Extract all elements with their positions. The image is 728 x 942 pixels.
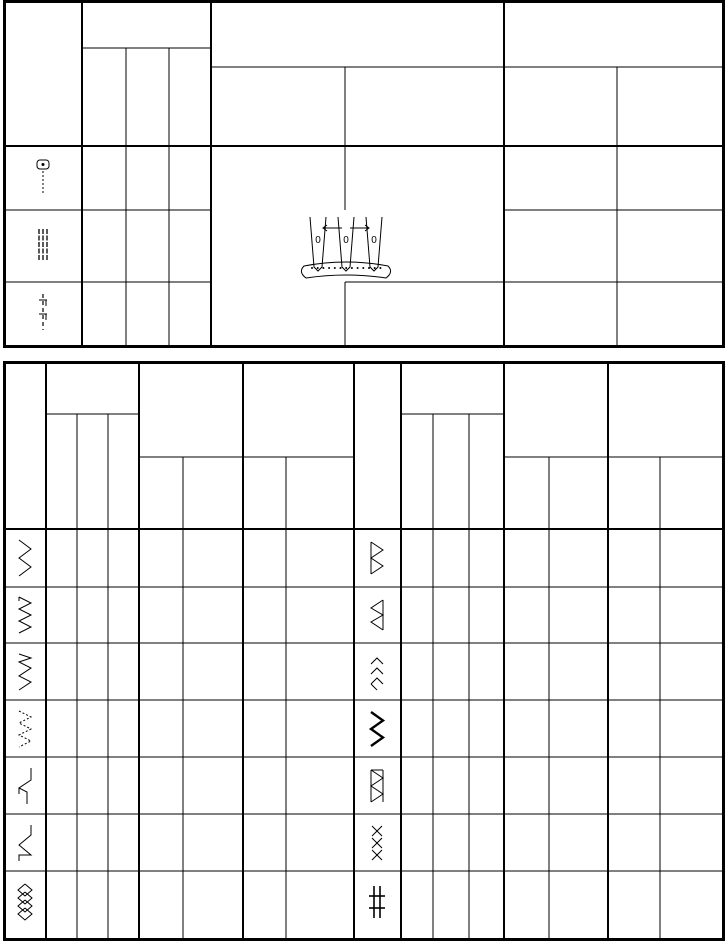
zigzag-stitch-icon bbox=[19, 540, 31, 576]
ladder-stitch-icon bbox=[369, 886, 385, 918]
zigzag-line bbox=[19, 654, 31, 690]
honeycomb-cell bbox=[18, 908, 32, 920]
stitch-dot bbox=[379, 267, 381, 269]
multi-zigzag-icon bbox=[19, 654, 31, 690]
stitch-dot bbox=[317, 267, 319, 269]
stitch-dot bbox=[311, 267, 313, 269]
feather-tail bbox=[371, 684, 377, 690]
bold-zigzag-icon bbox=[371, 712, 383, 746]
zigzag-line bbox=[19, 597, 31, 633]
stitch-dot bbox=[340, 267, 342, 269]
fabric-plate bbox=[301, 262, 390, 278]
stitch-dot bbox=[328, 267, 330, 269]
needle-position-diagram-icon bbox=[301, 217, 390, 278]
honeycomb-cell bbox=[18, 884, 32, 896]
stitch-dot bbox=[334, 267, 336, 269]
zigzag-line bbox=[371, 542, 383, 574]
stretch-blind-hem-icon bbox=[19, 825, 31, 861]
boxed-overedge-icon bbox=[371, 770, 383, 802]
stitch-dot bbox=[368, 267, 370, 269]
honeycomb-cell bbox=[18, 900, 32, 912]
honeycomb-cell bbox=[18, 892, 32, 904]
zigzag-stitch-settings-table bbox=[5, 363, 724, 940]
honeycomb-stitch-icon bbox=[18, 884, 32, 920]
stitch-dot bbox=[322, 267, 324, 269]
stitch-dot bbox=[374, 267, 376, 269]
feather-chevron bbox=[371, 668, 383, 674]
zigzag-line bbox=[19, 540, 31, 576]
stitch-dot bbox=[362, 267, 364, 269]
hem-line bbox=[19, 768, 31, 804]
blind-hem-stitch-icon bbox=[19, 768, 31, 804]
triple-straight-stitch-icon bbox=[39, 229, 47, 261]
overedge-stitch-icon bbox=[371, 542, 383, 574]
three-step-zigzag-icon bbox=[19, 597, 31, 633]
stitch-dot bbox=[351, 267, 353, 269]
basting-stitch-icon bbox=[39, 294, 47, 330]
table-border bbox=[5, 2, 724, 347]
zigzag-line bbox=[371, 600, 383, 630]
zigzag-line bbox=[371, 770, 383, 802]
needle-label: 0 bbox=[343, 235, 349, 246]
straight-stitch-center-icon bbox=[37, 160, 49, 195]
zigzag-line bbox=[371, 712, 383, 746]
zigzag-line bbox=[19, 711, 31, 747]
needle-point bbox=[42, 163, 45, 166]
dotted-zigzag-icon bbox=[19, 711, 31, 747]
feather-stitch-icon bbox=[371, 658, 383, 690]
stitch-dot bbox=[357, 267, 359, 269]
cross-stitch-icon bbox=[372, 826, 382, 860]
feather-chevron bbox=[371, 658, 383, 664]
triangle-overlock-icon bbox=[371, 600, 383, 630]
stitch-dot bbox=[345, 267, 347, 269]
needle-label: 0 bbox=[315, 235, 321, 246]
hem-line bbox=[19, 825, 31, 861]
needle-label: 0 bbox=[371, 235, 377, 246]
straight-stitch-settings-table bbox=[5, 2, 724, 347]
feather-chevron bbox=[371, 678, 383, 684]
table-border bbox=[5, 363, 724, 940]
